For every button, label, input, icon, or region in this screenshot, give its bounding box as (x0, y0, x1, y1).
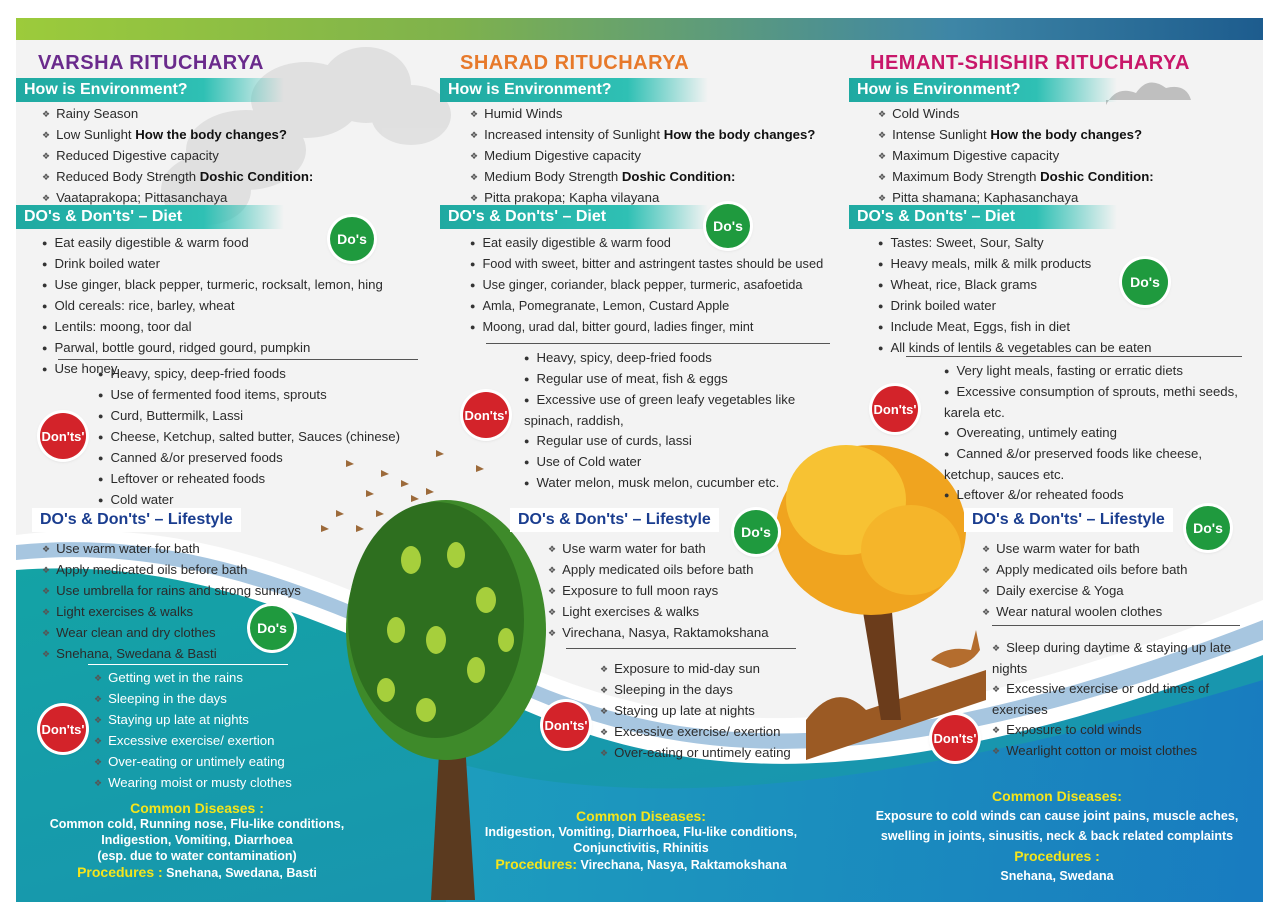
varsha-diet-dos-badge: Do's (330, 217, 374, 261)
list-item: ● Very light meals, fasting or erratic diets (944, 361, 1244, 382)
list-item: ● Heavy meals, milk & milk products (878, 254, 1151, 275)
list-item: ❖ Snehana, Swedana & Basti (42, 644, 301, 665)
divider (58, 359, 418, 360)
list-item: ❖ Wear clean and dry clothes (42, 623, 301, 644)
sharad-title: SHARAD RITUCHARYA (460, 52, 690, 74)
diseases-line: Indigestion, Vomiting, Diarrhoea (101, 833, 293, 847)
ritucharya-poster (16, 40, 1263, 902)
list-item: ● Tastes: Sweet, Sour, Salty (878, 233, 1151, 254)
sharad-diet-heading: DO's & Don'ts' – Diet (440, 205, 708, 229)
list-item: ❖ Staying up late at nights (600, 701, 791, 722)
divider (486, 343, 830, 344)
list-item: ❖ Use warm water for bath (42, 539, 301, 560)
hemant-lifestyle-heading: DO's & Don'ts' – Lifestyle (964, 508, 1173, 532)
list-item: ❖ Wear natural woolen clothes (982, 602, 1187, 623)
list-item: ● Regular use of curds, lassi (524, 431, 824, 452)
list-item: ❖ Vaataprakopa; Pittasanchaya (42, 188, 313, 209)
list-item: ● Cheese, Ketchup, salted butter, Sauces (chinese) (98, 427, 400, 448)
list-item: ● Parwal, bottle gourd, ridged gourd, pumpkin (42, 338, 383, 359)
procedures-text: Snehana, Swedana, Basti (166, 866, 317, 880)
list-item: ● Old cereals: rice, barley, wheat (42, 296, 383, 317)
list-item: ❖ Pitta prakopa; Kapha vilayana (470, 188, 815, 209)
list-item: ● Drink boiled water (42, 254, 383, 275)
list-item: ❖ Getting wet in the rains (94, 668, 292, 689)
diseases-line: Indigestion, Vomiting, Diarrhoea, Flu-like conditions, (484, 825, 798, 839)
varsha-diseases (16, 800, 378, 881)
sharad-lifestyle-donts-badge: Don'ts' (543, 702, 589, 748)
list-item: ● Moong, urad dal, bitter gourd, ladies finger, mint (470, 317, 823, 338)
list-item: ● Lentils: moong, toor dal (42, 317, 383, 338)
hemant-diet-donts (944, 361, 1244, 506)
list-item: ❖ Medium Digestive capacity (470, 146, 815, 167)
varsha-title: VARSHA RITUCHARYA (38, 52, 264, 74)
varsha-env-list (42, 104, 313, 209)
list-item: ❖ Low Sunlight How the body changes? (42, 125, 313, 146)
diseases-line: (esp. due to water contamination) (97, 849, 297, 863)
list-item: ● All kinds of lentils & vegetables can be eaten (878, 338, 1151, 359)
divider (906, 356, 1242, 357)
hemant-title: HEMANT-SHISHIR RITUCHARYA (870, 52, 1190, 74)
hemant-diet-dos (878, 233, 1151, 359)
list-item: ❖ Excessive exercise/ exertion (600, 722, 791, 743)
procedures-heading: Procedures : (1014, 848, 1100, 864)
divider (992, 625, 1240, 626)
list-item: ● Water melon, musk melon, cucumber etc. (524, 473, 824, 494)
list-item: ● Eat easily digestible & warm food (42, 233, 383, 254)
list-item: ❖ Light exercises & walks (548, 602, 769, 623)
list-item: ❖ Sleep during daytime & staying up late nights (992, 638, 1232, 679)
diseases-line: Exposure to cold winds can cause joint pains, muscle aches, (875, 809, 1239, 823)
list-item: ❖ Virechana, Nasya, Raktamokshana (548, 623, 769, 644)
list-item: ❖ Rainy Season (42, 104, 313, 125)
varsha-diet-donts-badge: Don'ts' (40, 413, 86, 459)
sharad-diet-dos-badge: Do's (706, 204, 750, 248)
sharad-lifestyle-dos (548, 539, 769, 644)
list-item: ❖ Exposure to full moon rays (548, 581, 769, 602)
list-item: ● Excessive use of green leafy vegetables like spinach, raddish, (524, 390, 824, 431)
list-item: ● Wheat, rice, Black grams (878, 275, 1151, 296)
list-item: ❖ Wearing moist or musty clothes (94, 773, 292, 794)
list-item: ● Curd, Buttermilk, Lassi (98, 406, 400, 427)
sharad-diet-donts (524, 348, 824, 494)
list-item: ❖ Use warm water for bath (548, 539, 769, 560)
list-item: ❖ Staying up late at nights (94, 710, 292, 731)
procedures-text: Snehana, Swedana (1000, 869, 1114, 883)
sharad-lifestyle-heading: DO's & Don'ts' – Lifestyle (510, 508, 719, 532)
list-item: ❖ Maximum Digestive capacity (878, 146, 1154, 167)
sharad-diet-donts-badge: Don'ts' (463, 392, 509, 438)
sharad-env-heading: How is Environment? (440, 78, 708, 102)
sharad-diseases (456, 808, 826, 873)
list-item: ❖ Sleeping in the days (94, 689, 292, 710)
hemant-diet-heading: DO's & Don'ts' – Diet (849, 205, 1117, 229)
diseases-heading: Common Diseases : (130, 800, 264, 816)
list-item: ❖ Use warm water for bath (982, 539, 1187, 560)
diseases-heading: Common Diseases: (576, 808, 706, 824)
varsha-diet-dos (42, 233, 383, 380)
diseases-heading: Common Diseases: (992, 788, 1122, 804)
list-item: ● Canned &/or preserved foods (98, 448, 400, 469)
list-item: ● Regular use of meat, fish & eggs (524, 369, 824, 390)
list-item: ● Canned &/or preserved foods like cheese, ketchup, sauces etc. (944, 444, 1244, 485)
hemant-diseases (862, 788, 1252, 884)
hemant-env-heading: How is Environment? (849, 78, 1117, 102)
hemant-lifestyle-donts-badge: Don'ts' (932, 715, 978, 761)
list-item: ❖ Excessive exercise or odd times of exercises (992, 679, 1232, 720)
list-item: ● Leftover &/or reheated foods (944, 485, 1244, 506)
sharad-env-list (470, 104, 815, 209)
list-item: ● Use of Cold water (524, 452, 824, 473)
divider (88, 664, 288, 665)
hemant-lifestyle-donts (992, 638, 1232, 762)
list-item: ❖ Maximum Body Strength Doshic Condition: (878, 167, 1154, 188)
list-item: ● Use honey (42, 359, 383, 380)
list-item: ● Heavy, spicy, deep-fried foods (524, 348, 824, 369)
hemant-lifestyle-dos (982, 539, 1187, 623)
varsha-lifestyle-heading: DO's & Don'ts' – Lifestyle (32, 508, 241, 532)
list-item: ❖ Humid Winds (470, 104, 815, 125)
varsha-diet-donts (98, 364, 400, 511)
diseases-line: Common cold, Running nose, Flu-like conditions, (49, 817, 345, 831)
list-item: ❖ Intense Sunlight How the body changes? (878, 125, 1154, 146)
list-item: ❖ Light exercises & walks (42, 602, 301, 623)
list-item: ❖ Reduced Body Strength Doshic Condition: (42, 167, 313, 188)
hemant-env-list (878, 104, 1154, 209)
list-item: ● Amla, Pomegranate, Lemon, Custard Apple (470, 296, 823, 317)
list-item: ❖ Sleeping in the days (600, 680, 791, 701)
list-item: ● Eat easily digestible & warm food (470, 233, 823, 254)
list-item: ❖ Reduced Digestive capacity (42, 146, 313, 167)
list-item: ❖ Apply medicated oils before bath (982, 560, 1187, 581)
hemant-diet-dos-badge: Do's (1122, 259, 1168, 305)
list-item: ❖ Excessive exercise/ exertion (94, 731, 292, 752)
sharad-lifestyle-dos-badge: Do's (734, 510, 778, 554)
list-item: ❖ Pitta shamana; Kaphasanchaya (878, 188, 1154, 209)
list-item: ❖ Increased intensity of Sunlight How the body changes? (470, 125, 815, 146)
list-item: ❖ Apply medicated oils before bath (548, 560, 769, 581)
hemant-diet-donts-badge: Don'ts' (872, 386, 918, 432)
list-item: ● Use ginger, coriander, black pepper, turmeric, asafoetida (470, 275, 823, 296)
list-item: ❖ Wearlight cotton or moist clothes (992, 741, 1232, 762)
list-item: ● Excessive consumption of sprouts, methi seeds, karela etc. (944, 382, 1244, 423)
list-item: ● Drink boiled water (878, 296, 1151, 317)
divider (566, 648, 796, 649)
varsha-diet-heading: DO's & Don'ts' – Diet (16, 205, 284, 229)
list-item: ❖ Over-eating or untimely eating (94, 752, 292, 773)
list-item: ● Overeating, untimely eating (944, 423, 1244, 444)
list-item: ● Heavy, spicy, deep-fried foods (98, 364, 400, 385)
procedures-text: Virechana, Nasya, Raktamokshana (580, 858, 787, 872)
list-item: ❖ Apply medicated oils before bath (42, 560, 301, 581)
list-item: ● Use of fermented food items, sprouts (98, 385, 400, 406)
varsha-env-heading: How is Environment? (16, 78, 284, 102)
list-item: ❖ Cold Winds (878, 104, 1154, 125)
procedures-heading: Procedures: (495, 856, 578, 872)
varsha-lifestyle-donts (94, 668, 292, 794)
list-item: ● Leftover or reheated foods (98, 469, 400, 490)
list-item: ● Use ginger, black pepper, turmeric, rocksalt, lemon, hing (42, 275, 383, 296)
hemant-lifestyle-dos-badge: Do's (1186, 506, 1230, 550)
varsha-lifestyle-dos-badge: Do's (250, 606, 294, 650)
list-item: ● Include Meat, Eggs, fish in diet (878, 317, 1151, 338)
list-item: ● Food with sweet, bitter and astringent tastes should be used (470, 254, 823, 275)
list-item: ● Cold water (98, 490, 400, 511)
list-item: ❖ Medium Body Strength Doshic Condition: (470, 167, 815, 188)
sharad-lifestyle-donts (600, 659, 791, 764)
list-item: ❖ Use umbrella for rains and strong sunrays (42, 581, 301, 602)
procedures-heading: Procedures : (77, 864, 163, 880)
top-gradient-bar (16, 18, 1263, 40)
sharad-diet-dos (470, 233, 823, 338)
diseases-line: swelling in joints, sinusitis, neck & back related complaints (880, 829, 1234, 843)
varsha-lifestyle-donts-badge: Don'ts' (40, 706, 86, 752)
list-item: ❖ Over-eating or untimely eating (600, 743, 791, 764)
list-item: ❖ Exposure to mid-day sun (600, 659, 791, 680)
diseases-line: Conjunctivitis, Rhinitis (573, 841, 709, 855)
list-item: ❖ Exposure to cold winds (992, 720, 1232, 741)
list-item: ❖ Daily exercise & Yoga (982, 581, 1187, 602)
